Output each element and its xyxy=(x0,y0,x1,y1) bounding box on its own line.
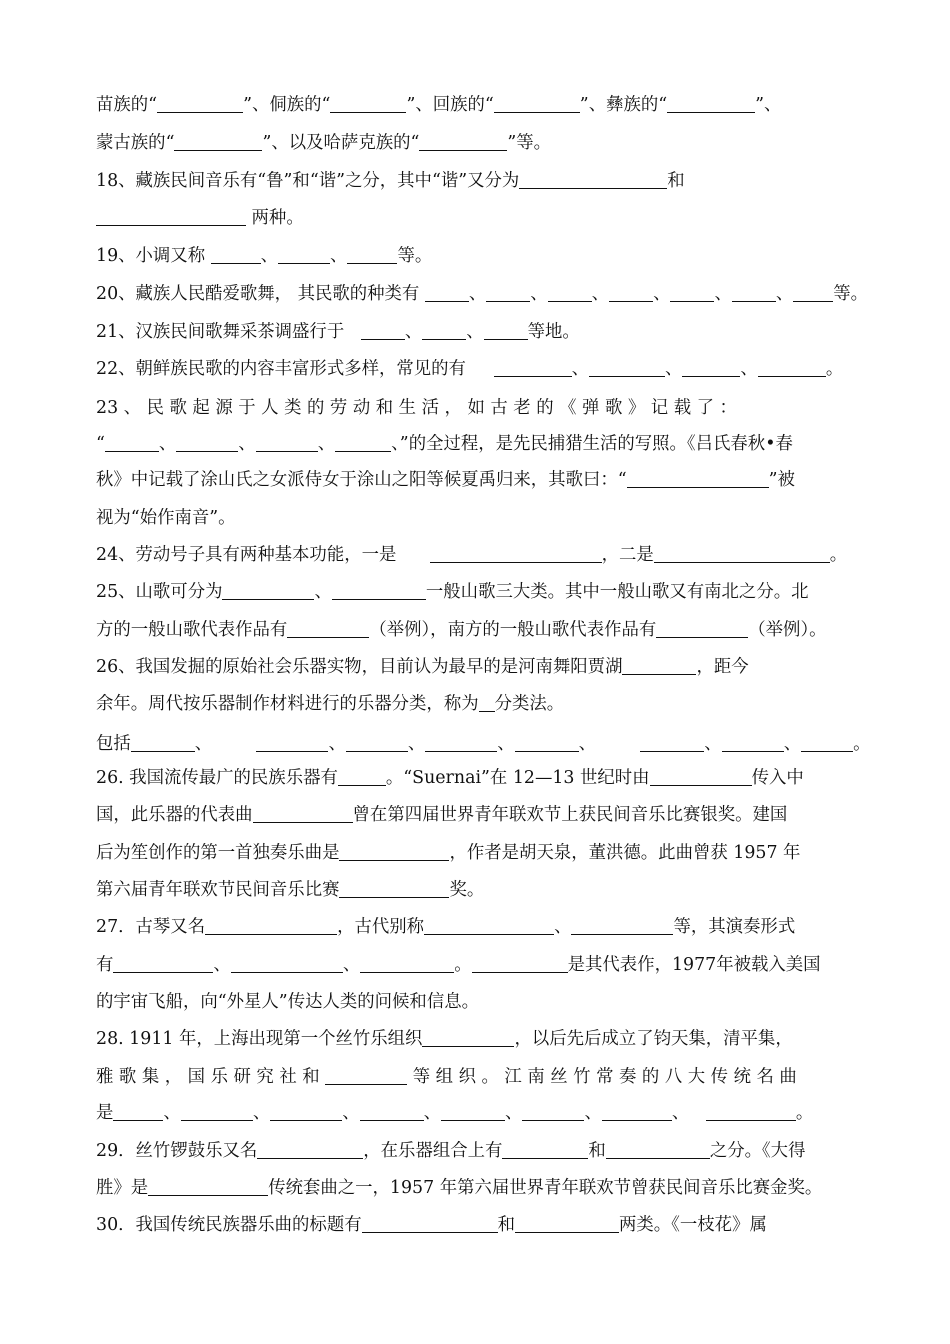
answer-blank[interactable] xyxy=(419,132,507,151)
answer-blank[interactable] xyxy=(425,283,469,302)
answer-blank[interactable] xyxy=(486,283,530,302)
question-27-line-3: 的宇宙飞船，向“外星人”传达人类的问候和信息。 xyxy=(96,992,479,1012)
question-28-line-1: 28. 1911 年，上海出现第一个丝竹乐组织 ，以后先后成立了钧天集，清平集， xyxy=(96,1029,793,1049)
question-28-line-2: 雅 歌 集 ， 国 乐 研 究 社 和 等 组 织 。 江 南 丝 竹 常 奏 的 八 大 传 统 名 曲 xyxy=(96,1067,797,1087)
answer-blank[interactable] xyxy=(330,94,406,113)
question-23-line-1: 23 、 民 歌 起 源 于 人 类 的 劳 动 和 生 活 ， 如 古 老 的 《 弹 歌 》 记 载 了 ： xyxy=(96,398,737,418)
answer-blank[interactable] xyxy=(801,733,853,752)
answer-blank[interactable] xyxy=(148,1177,268,1196)
answer-blank[interactable] xyxy=(231,954,343,973)
answer-blank[interactable] xyxy=(670,283,714,302)
answer-blank[interactable] xyxy=(609,283,653,302)
answer-blank[interactable] xyxy=(602,1102,672,1121)
answer-blank[interactable] xyxy=(270,1102,342,1121)
answer-blank[interactable] xyxy=(205,916,337,935)
answer-blank[interactable] xyxy=(360,954,454,973)
question-26b-line-3: 后为笙创作的第一首独奏乐曲是 ，作者是胡天泉，董洪德。此曲曾获 1957 年 xyxy=(96,843,801,863)
answer-blank[interactable] xyxy=(325,1066,407,1085)
answer-blank[interactable] xyxy=(758,358,826,377)
question-29-line-1: 29．丝竹锣鼓乐又名 ，在乐器组合上有 和 之分。《大得 xyxy=(96,1141,806,1161)
answer-blank[interactable] xyxy=(622,656,696,675)
answer-blank[interactable] xyxy=(627,469,769,488)
question-19: 19、小调又称 、 、 等。 xyxy=(96,246,433,266)
answer-blank[interactable] xyxy=(346,733,408,752)
answer-blank[interactable] xyxy=(287,619,369,638)
answer-blank[interactable] xyxy=(522,1102,584,1121)
answer-blank[interactable] xyxy=(441,1102,505,1121)
question-26b-line-2: 国，此乐器的代表曲 曾在第四届世界青年联欢节上获民间音乐比赛银奖。建国 xyxy=(96,805,788,825)
answer-blank[interactable] xyxy=(347,245,397,264)
answer-blank[interactable] xyxy=(589,358,665,377)
question-27-line-1: 27．古琴又名 ，古代别称 、 等，其演奏形式 xyxy=(96,917,796,937)
answer-blank[interactable] xyxy=(362,1214,498,1233)
question-17-line-1: 苗族的“ ”、侗族的“ ”、回族的“ ”、彝族的“ ”、 xyxy=(96,95,782,115)
answer-blank[interactable] xyxy=(257,1140,363,1159)
answer-blank[interactable] xyxy=(256,433,318,452)
question-26b-line-1: 26. 我国流传最广的民族乐器有 。“Suernai”在 12—13 世纪时由 传入中 xyxy=(96,768,804,788)
answer-blank[interactable] xyxy=(113,1102,163,1121)
question-26-line-1: 26、我国发掘的原始社会乐器实物，目前认为最早的是河南舞阳贾湖 ，距今 xyxy=(96,657,749,677)
answer-blank[interactable] xyxy=(494,358,572,377)
question-18-line-2: 两种。 xyxy=(96,206,304,230)
answer-blank[interactable] xyxy=(640,733,704,752)
question-24: 24、劳动号子具有两种基本功能，一是 ，二是 。 xyxy=(96,545,848,565)
answer-blank[interactable] xyxy=(176,433,238,452)
answer-blank[interactable] xyxy=(96,207,246,226)
answer-blank[interactable] xyxy=(332,581,426,600)
answer-blank[interactable] xyxy=(519,170,667,189)
answer-blank[interactable] xyxy=(722,733,784,752)
question-18-line-1: 18、藏族民间音乐有“鲁”和“谐”之分，其中“谐”又分为 和 xyxy=(96,171,685,191)
answer-blank[interactable] xyxy=(422,321,466,340)
answer-blank[interactable] xyxy=(424,916,554,935)
answer-blank[interactable] xyxy=(422,1028,514,1047)
answer-blank[interactable] xyxy=(484,321,528,340)
answer-blank[interactable] xyxy=(338,767,386,786)
answer-blank[interactable] xyxy=(278,245,330,264)
answer-blank[interactable] xyxy=(425,733,497,752)
answer-blank[interactable] xyxy=(105,433,159,452)
question-26b-line-4: 第六届青年联欢节民间音乐比赛 奖。 xyxy=(96,880,485,900)
question-23-line-2: “ 、 、 、 、”的全过程，是先民捕猎生活的写照。《吕氏春秋•春 xyxy=(96,434,793,454)
answer-blank[interactable] xyxy=(515,1214,619,1233)
answer-blank[interactable] xyxy=(361,321,405,340)
question-17-line-2: 蒙古族的“ ”、以及哈萨克族的“ ”等。 xyxy=(96,133,552,153)
question-30-line-1: 30．我国传统民族器乐曲的标题有 和 两类。《一枝花》属 xyxy=(96,1215,767,1235)
question-29-line-2: 胜》是 传统套曲之一，1957 年第六届世界青年联欢节曾获民间音乐比赛金奖。 xyxy=(96,1178,823,1198)
answer-blank[interactable] xyxy=(131,733,195,752)
answer-blank[interactable] xyxy=(339,879,449,898)
answer-blank[interactable] xyxy=(732,283,776,302)
answer-blank[interactable] xyxy=(548,283,592,302)
answer-blank[interactable] xyxy=(571,916,673,935)
answer-blank[interactable] xyxy=(181,1102,253,1121)
answer-blank[interactable] xyxy=(157,94,243,113)
answer-blank[interactable] xyxy=(360,1102,424,1121)
answer-blank[interactable] xyxy=(494,94,580,113)
question-25-line-2: 方的一般山歌代表作品有 （举例），南方的一般山歌代表作品有 （举例）。 xyxy=(96,620,827,640)
answer-blank[interactable] xyxy=(654,544,830,563)
question-25-line-1: 25、山歌可分为 、 一般山歌三大类。其中一般山歌又有南北之分。北 xyxy=(96,582,809,602)
answer-blank[interactable] xyxy=(113,954,213,973)
question-20: 20、藏族人民酷爱歌舞， 其民歌的种类有 、 、 、 、 、 、 等。 xyxy=(96,284,869,304)
answer-blank[interactable] xyxy=(253,804,353,823)
answer-blank[interactable] xyxy=(335,433,391,452)
answer-blank[interactable] xyxy=(222,581,314,600)
answer-blank[interactable] xyxy=(502,1140,588,1159)
answer-blank[interactable] xyxy=(656,619,748,638)
answer-blank[interactable] xyxy=(479,693,495,712)
question-26-line-2: 余年。周代按乐器制作材料进行的乐器分类，称为 分类法。 xyxy=(96,694,565,714)
answer-blank[interactable] xyxy=(430,544,602,563)
question-23-line-4: 视为“始作南音”。 xyxy=(96,508,236,528)
answer-blank[interactable] xyxy=(667,94,755,113)
answer-blank[interactable] xyxy=(211,245,261,264)
question-26-line-3: 包括 、 、 、 、 、 、 、 。 xyxy=(96,734,871,754)
answer-blank[interactable] xyxy=(606,1140,710,1159)
question-27-line-2: 有 、 、 。 是其代表作，1977年被载入美国 xyxy=(96,955,821,975)
answer-blank[interactable] xyxy=(256,733,328,752)
answer-blank[interactable] xyxy=(706,1102,796,1121)
answer-blank[interactable] xyxy=(650,767,752,786)
answer-blank[interactable] xyxy=(682,358,740,377)
answer-blank[interactable] xyxy=(515,733,579,752)
question-22: 22、朝鲜族民歌的内容丰富形式多样，常见的有 、 、 、 。 xyxy=(96,359,844,379)
question-28-line-3: 是 、 、 、 、 、 、 、 。 xyxy=(96,1103,814,1123)
answer-blank[interactable] xyxy=(174,132,262,151)
answer-blank[interactable] xyxy=(793,283,833,302)
question-21: 21、汉族民间歌舞采茶调盛行于 、 、 等地。 xyxy=(96,322,580,342)
answer-blank[interactable] xyxy=(472,954,568,973)
question-23-line-3: 秋》中记载了涂山氏之女派侍女于涂山之阳等候夏禹归来，其歌曰：“ ”被 xyxy=(96,470,795,490)
answer-blank[interactable] xyxy=(339,842,449,861)
